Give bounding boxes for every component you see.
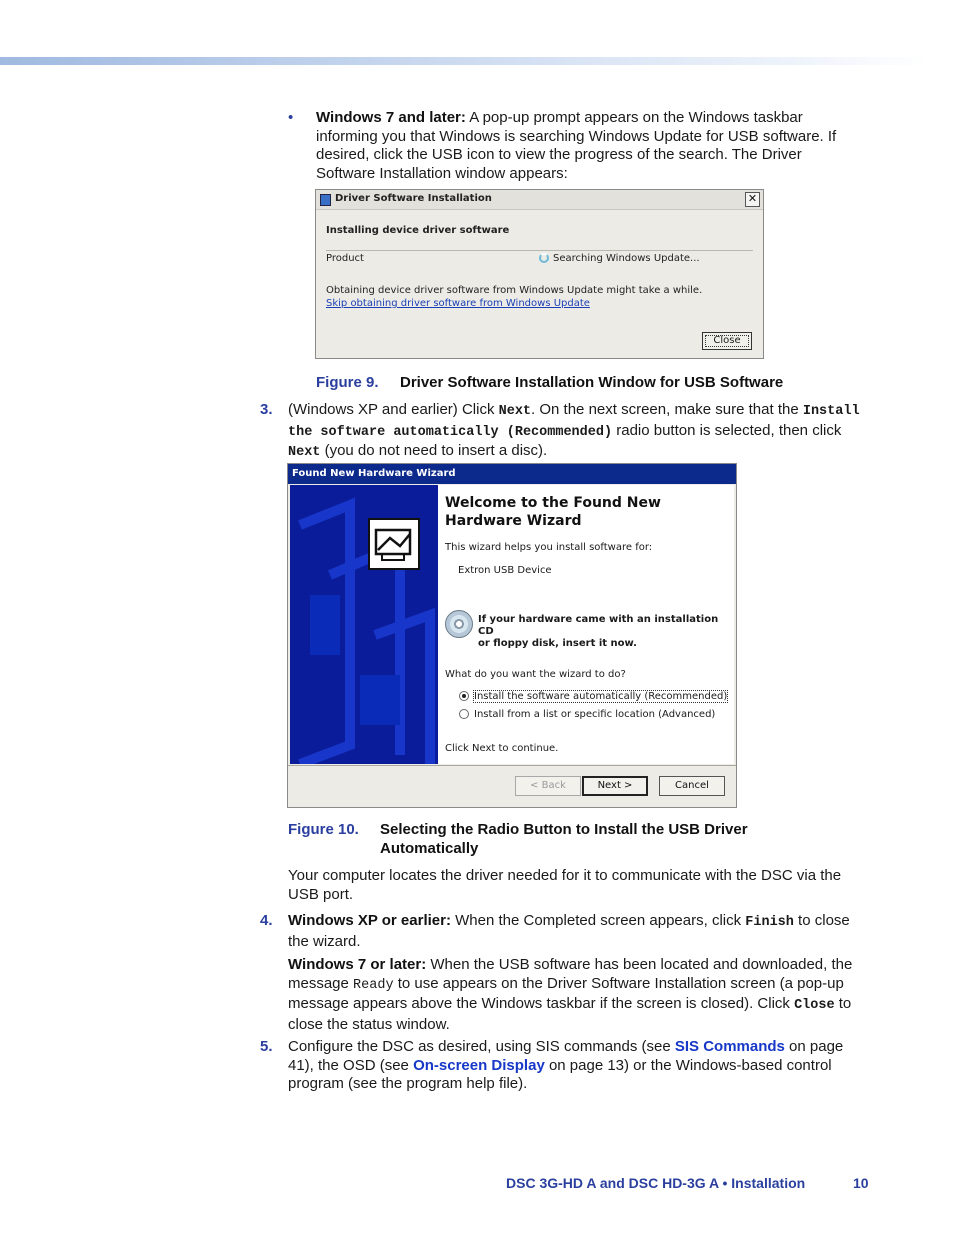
- step3-install-command: Install the software automatically (Recommended): [288, 404, 860, 440]
- dialog-info-text: Obtaining device driver software from Windows Update might take a while.: [326, 285, 703, 296]
- step5-text: on page 13) or the Windows-based control program (see the program help file).: [288, 1056, 832, 1092]
- dialog-divider: [326, 250, 753, 251]
- driver-locate-paragraph: Your computer locates the driver needed for it to communicate with the DSC via the USB port.: [288, 867, 842, 903]
- skip-windows-update-link[interactable]: Skip obtaining driver software from Windows Update: [326, 298, 590, 309]
- bullet-lead: Windows 7 and later:: [316, 109, 466, 126]
- wizard-heading-line: Hardware Wizard: [445, 513, 582, 529]
- step4-text: to use appears on the Driver Software Installation screen (a pop-up message appears above the Windows taskbar if the screen is closed). Click: [288, 974, 844, 1012]
- radio-install-automatically[interactable]: [459, 691, 469, 701]
- step4-lead: Windows XP or earlier:: [288, 912, 451, 929]
- wizard-intro: This wizard helps you install software for:: [445, 542, 653, 553]
- step4-ready-message: Ready: [353, 977, 394, 993]
- wizard-cd-note: [478, 614, 736, 650]
- step5-text: on page 41), the OSD (see: [288, 1038, 844, 1074]
- cd-icon: [445, 610, 473, 638]
- close-icon[interactable]: ✕: [745, 192, 760, 207]
- wizard-title: Found New Hardware Wizard: [292, 468, 456, 479]
- wizard-device-name: Extron USB Device: [458, 565, 552, 576]
- step4-lead2: Windows 7 or later:: [288, 956, 427, 973]
- step3-text: . On the next screen, make sure that the: [531, 401, 803, 418]
- figure9-label: Figure 9.: [316, 374, 379, 391]
- figure10-title: [380, 821, 748, 858]
- dialog-title: Driver Software Installation: [335, 193, 492, 204]
- footer-title: DSC 3G-HD A and DSC HD-3G A • Installation: [506, 1175, 806, 1191]
- step4-text: to close the status window.: [288, 995, 852, 1033]
- wizard-side-banner: [290, 485, 438, 764]
- bullet-marker: •: [288, 109, 294, 126]
- hardware-icon: [368, 518, 420, 570]
- wizard-cd-line: or floppy disk, insert it now.: [478, 638, 637, 649]
- step3-number: 3.: [260, 401, 273, 418]
- figure10-title-line: Selecting the Radio Button to Install the USB Driver: [380, 821, 748, 838]
- step4-windows7-paragraph: [288, 956, 866, 1034]
- step4-paragraph: [288, 912, 866, 951]
- wizard-cd-line: If your hardware came with an installation CD: [478, 614, 719, 637]
- cancel-button[interactable]: Cancel: [659, 776, 725, 796]
- header-accent-bar: [0, 57, 930, 65]
- bullet-text: A pop-up prompt appears on the Windows taskbar informing you that Windows is searching Windows Update for USB software. If desired, click the USB icon to view the progress of the search. The Driver Software Installation window appears:: [316, 109, 837, 182]
- on-screen-display-link[interactable]: On-screen Display: [413, 1056, 545, 1074]
- step4-text: to close the wizard.: [288, 912, 850, 950]
- found-new-hardware-wizard: [287, 463, 737, 808]
- figure9-title: Driver Software Installation Window for USB Software: [400, 374, 784, 391]
- step5-paragraph: [288, 1038, 848, 1094]
- search-status: Searching Windows Update...: [553, 253, 700, 264]
- dialog-titlebar: [316, 190, 763, 210]
- wizard-question: What do you want the wizard to do?: [445, 669, 626, 680]
- product-label: Product: [326, 253, 364, 264]
- step4-finish-command: Finish: [745, 915, 794, 930]
- wizard-button-divider: [288, 765, 736, 766]
- wizard-continue-hint: Click Next to continue.: [445, 743, 559, 754]
- dialog-heading: Installing device driver software: [326, 225, 510, 236]
- step3-text: radio button is selected, then click: [612, 421, 842, 439]
- wizard-heading-line: Welcome to the Found New: [445, 495, 661, 511]
- step3-next-command: Next: [288, 445, 321, 460]
- step4-text: When the USB software has been located and downloaded, the message: [288, 956, 853, 992]
- progress-spinner-icon: [539, 253, 549, 263]
- figure10-title-line: Automatically: [380, 839, 479, 857]
- step3-next-command: Next: [498, 404, 532, 419]
- step4-text: When the Completed screen appears, click: [450, 912, 746, 929]
- step3-paragraph: [288, 401, 866, 463]
- step5-text: Configure the DSC as desired, using SIS commands (see: [288, 1038, 675, 1055]
- radio-install-from-list[interactable]: [459, 709, 469, 719]
- option-install-automatically[interactable]: Install the software automatically (Recommended): [474, 691, 728, 702]
- step3-text: (you do not need to insert a disc).: [320, 442, 548, 459]
- option-install-from-list[interactable]: Install from a list or specific location (Advanced): [474, 709, 716, 720]
- page-number: 10: [853, 1175, 869, 1191]
- back-button[interactable]: < Back: [515, 776, 581, 796]
- step5-number: 5.: [260, 1038, 273, 1055]
- step3-text: (Windows XP and earlier) Click: [288, 401, 499, 418]
- driver-install-dialog: [315, 189, 764, 359]
- step4-number: 4.: [260, 912, 273, 929]
- sis-commands-link[interactable]: SIS Commands: [674, 1038, 785, 1055]
- figure10-label: Figure 10.: [288, 821, 359, 838]
- wizard-heading: [445, 494, 661, 530]
- shield-icon: [320, 194, 331, 206]
- close-button[interactable]: Close: [702, 332, 752, 350]
- bullet-paragraph: [316, 109, 846, 183]
- next-button[interactable]: Next >: [582, 776, 648, 796]
- step4-close-command: Close: [794, 998, 835, 1013]
- wizard-titlebar: [288, 464, 736, 484]
